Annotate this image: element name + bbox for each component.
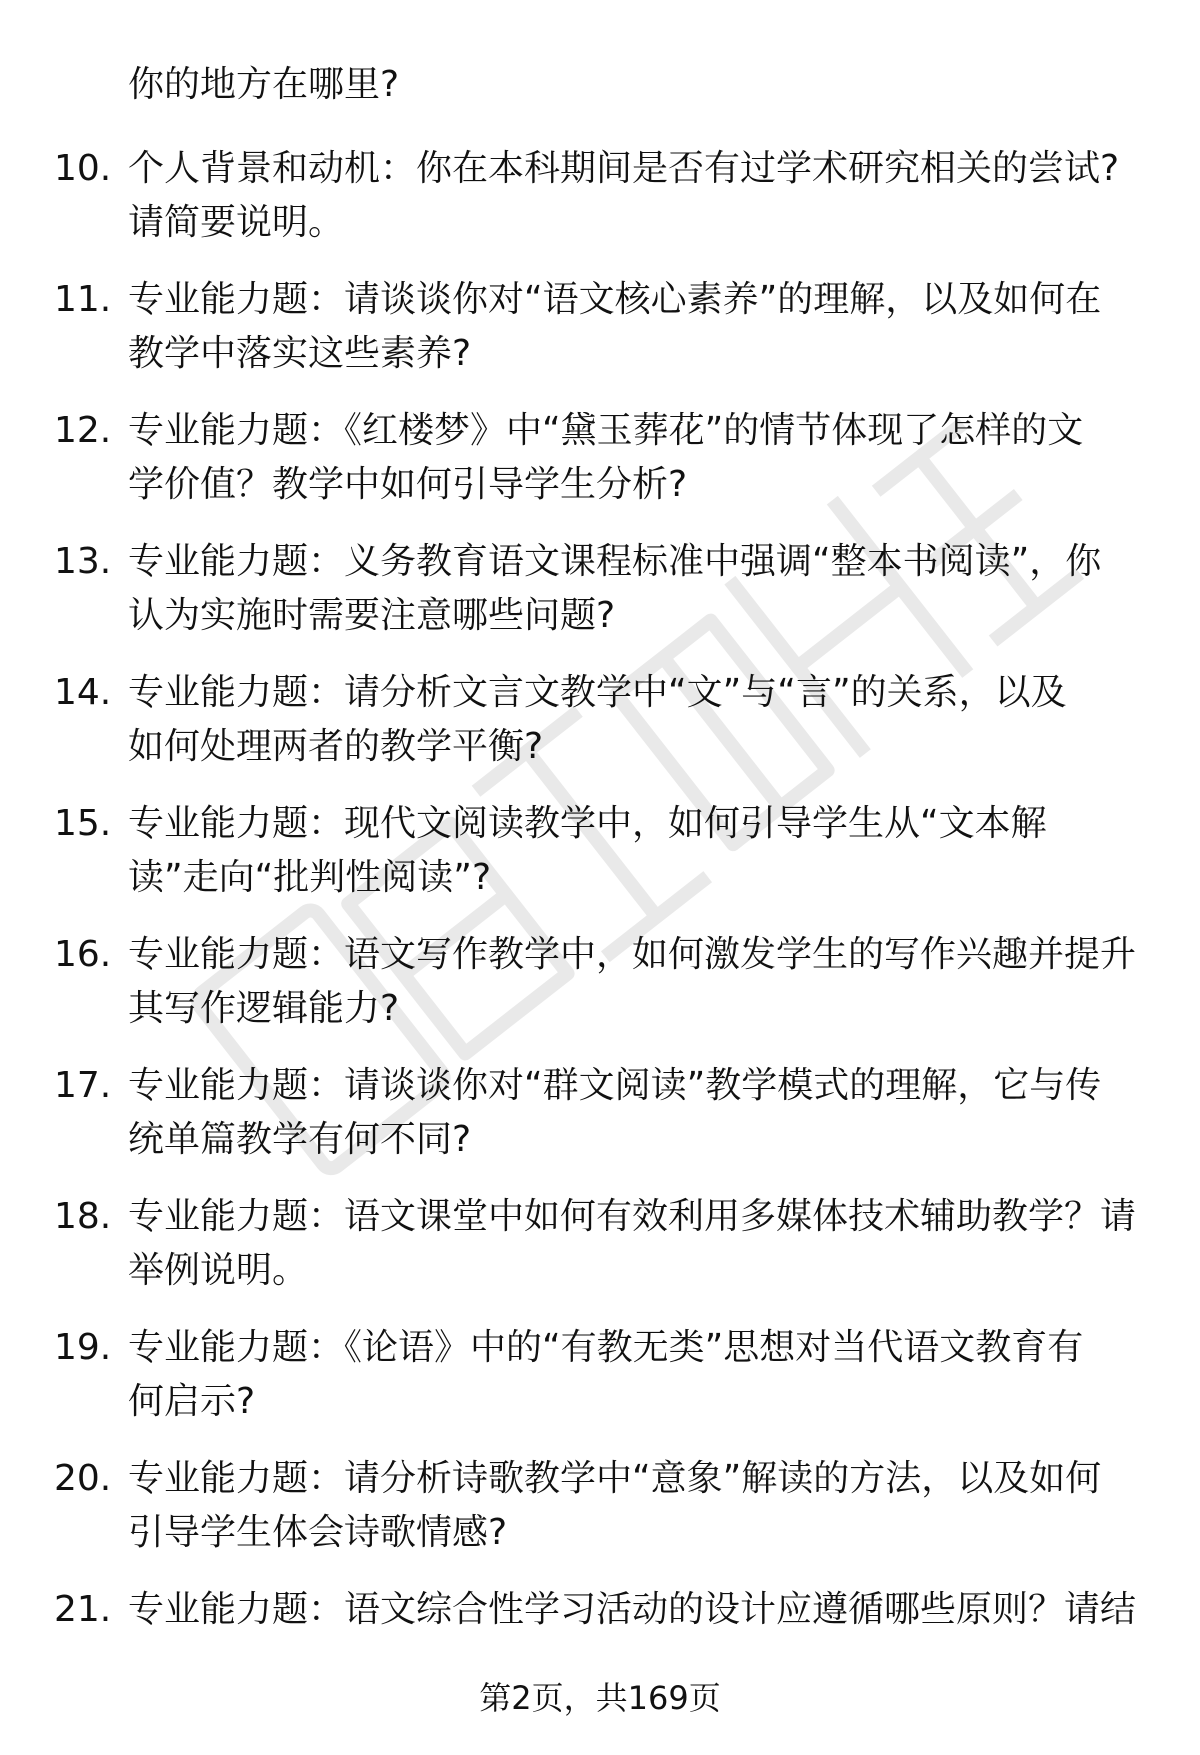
question-text	[128, 535, 1140, 643]
question-text-line: 专业能力题：《论语》中的“有教无类”思想对当代语文教育有	[128, 1327, 1084, 1368]
question-text-line: 学价值？教学中如何引导学生分析?	[128, 464, 688, 505]
question-text-line: 专业能力题：请谈谈你对“语文核心素养”的理解，以及如何在	[128, 279, 1102, 320]
question-text	[128, 1190, 1140, 1298]
question-item	[0, 1452, 1200, 1583]
question-number: 17.	[54, 1065, 112, 1106]
question-text-line: 如何处理两者的教学平衡?	[128, 726, 544, 767]
question-item	[0, 1190, 1200, 1321]
question-text	[128, 1321, 1140, 1429]
question-item	[0, 142, 1200, 273]
question-item	[0, 928, 1200, 1059]
question-text	[128, 1583, 1140, 1637]
question-text-line: 举例说明。	[128, 1250, 309, 1291]
question-text	[128, 928, 1140, 1036]
question-item	[0, 666, 1200, 797]
question-number: 19.	[54, 1327, 112, 1368]
question-text-line: 教学中落实这些素养?	[128, 333, 472, 374]
question-number: 20.	[54, 1458, 112, 1499]
question-item	[0, 273, 1200, 404]
continuation-text: 你的地方在哪里?	[128, 64, 400, 105]
question-item	[0, 535, 1200, 666]
question-text	[128, 142, 1140, 250]
question-number: 21.	[54, 1589, 112, 1630]
question-text-line: 读”走向“批判性阅读”?	[128, 857, 492, 898]
question-item	[0, 1059, 1200, 1190]
question-item	[0, 1321, 1200, 1452]
question-text-line: 专业能力题：义务教育语文课程标准中强调“整本书阅读”，你	[128, 541, 1102, 582]
page-footer: 第2页，共169页	[479, 1679, 721, 1717]
question-text	[128, 273, 1140, 381]
question-number: 16.	[54, 934, 112, 975]
question-item	[0, 797, 1200, 928]
question-number: 10.	[54, 148, 112, 189]
question-text-line: 专业能力题：请分析诗歌教学中“意象”解读的方法，以及如何	[128, 1458, 1102, 1499]
question-text-line: 认为实施时需要注意哪些问题?	[128, 595, 616, 636]
question-list	[0, 142, 1200, 1714]
question-number: 15.	[54, 803, 112, 844]
question-text-line: 专业能力题：请分析文言文教学中“文”与“言”的关系，以及	[128, 672, 1067, 713]
question-text-line: 专业能力题：《红楼梦》中“黛玉葬花”的情节体现了怎样的文	[128, 410, 1084, 451]
question-number: 14.	[54, 672, 112, 713]
question-text-line: 专业能力题：语文写作教学中，如何激发学生的写作兴趣并提升	[128, 934, 1137, 975]
question-text-line: 专业能力题：现代文阅读教学中，如何引导学生从“文本解	[128, 803, 1047, 844]
question-text	[128, 1059, 1140, 1167]
question-number: 12.	[54, 410, 112, 451]
question-text-line: 专业能力题：请谈谈你对“群文阅读”教学模式的理解，它与传	[128, 1065, 1102, 1106]
question-text	[128, 797, 1140, 905]
question-number: 18.	[54, 1196, 112, 1237]
question-text	[128, 666, 1140, 774]
question-text-line: 其写作逻辑能力?	[128, 988, 400, 1029]
question-text-line: 何启示?	[128, 1381, 256, 1422]
question-text-line: 专业能力题：语文综合性学习活动的设计应遵循哪些原则？请结	[128, 1589, 1137, 1630]
question-number: 11.	[54, 279, 112, 320]
question-text-line: 个人背景和动机：你在本科期间是否有过学术研究相关的尝试?	[128, 148, 1120, 189]
question-text-line: 专业能力题：语文课堂中如何有效利用多媒体技术辅助教学？请	[128, 1196, 1137, 1237]
question-item	[0, 404, 1200, 535]
question-text-line: 统单篇教学有何不同?	[128, 1119, 472, 1160]
question-text-line: 引导学生体会诗歌情感?	[128, 1512, 508, 1553]
question-text	[128, 1452, 1140, 1560]
question-text-line: 请简要说明。	[128, 202, 345, 243]
question-number: 13.	[54, 541, 112, 582]
question-text	[128, 404, 1140, 512]
